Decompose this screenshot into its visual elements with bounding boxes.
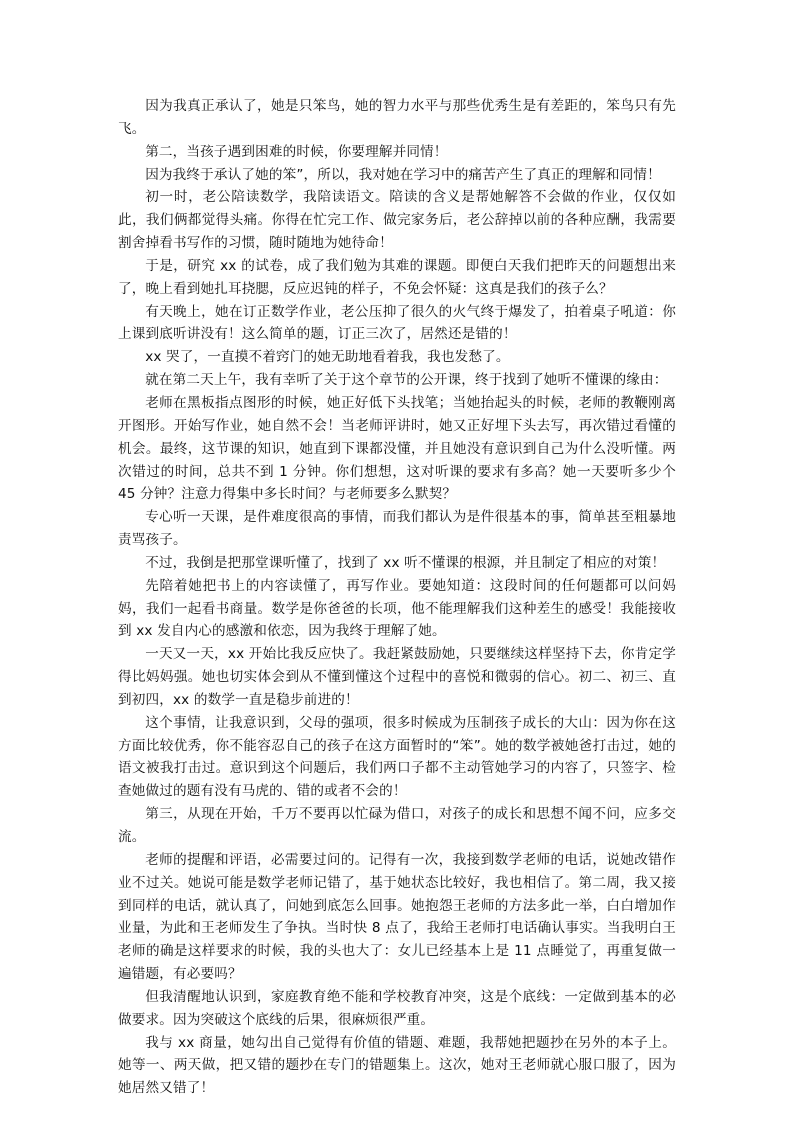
paragraph: 有天晚上，她在订正数学作业，老公压抑了很久的火气终于爆发了，拍着桌子吼道：你上课到底听讲没有！这么简单的题，订正三次了，居然还是错的！ — [118, 303, 676, 343]
paragraph: 我与 xx 商量，她勾出自己觉得有价值的错题、难题，我帮她把题抄在另外的本子上。她等一、两天做，把又错的题抄在专门的错题集上。这次，她对王老师就心服口服了，因为她居然又错了！ — [118, 1034, 676, 1097]
paragraph: 这个事情，让我意识到，父母的强项，很多时候成为压制孩子成长的大山：因为你在这方面比较优秀，你不能容忍自己的孩子在这方面暂时的“笨”。她的数学被她爸打击过，她的语文被我打击过。意识到这个问题后，我们两口子都不主动管她学习的内容了，只签字、检查她做过的题有没有马虎的、错的或者不会的！ — [118, 714, 676, 800]
paragraph: 就在第二天上午，我有幸听了关于这个章节的公开课，终于找到了她听不懂课的缘由： — [145, 372, 668, 389]
paragraph: 第二，当孩子遇到困难的时候，你要理解并同情！ — [145, 143, 448, 160]
paragraph: 先陪着她把书上的内容读懂了，再写作业。要她知道：这段时间的任何题都可以问妈妈，我们一起看书商量。数学是你爸爸的长项，他不能理解我们这种差生的感受！我能接收到 xx 发自内心的感激和依恋，因为我终于理解了她。 — [118, 577, 676, 640]
paragraph: 但我清醒地认识到，家庭教育绝不能和学校教育冲突，这是个底线：一定做到基本的必做要求。因为突破这个底线的后果，很麻烦很严重。 — [118, 988, 676, 1028]
paragraph: xx 哭了，一直摸不着窍门的她无助地看着我，我也发愁了。 — [145, 349, 510, 366]
paragraph: 老师的提醒和评语，必需要过问的。记得有一次，我接到数学老师的电话，说她改错作业不过关。她说可能是数学老师记错了，基于她状态比较好，我也相信了。第二周，我又接到同样的电话，就认真了，问她到底怎么回事。她抱怨王老师的方法多此一举，白白增加作业量，为此和王老师发生了争执。当时快 8 点了，我给王老师打电话确认事实。当我明白王老师的确是这样要求的时候，我的头也大了：女儿已经基本上是 11 点睡觉了，再重复做一遍错题，有必要吗？ — [118, 851, 676, 983]
document-page — [118, 95, 676, 1100]
paragraph: 第三，从现在开始，千万不要再以忙碌为借口，对孩子的成长和思想不闻不问，应多交流。 — [118, 806, 676, 845]
paragraph: 初一时，老公陪读数学，我陪读语文。陪读的含义是帮她解答不会做的作业，仅仅如此，我们俩都觉得头痛。你得在忙完工作、做完家务后，老公辞掉以前的各种应酬，我需要割舍掉看书写作的习惯，随时随地为她待命！ — [118, 189, 676, 252]
paragraph: 不过，我倒是把那堂课听懂了，找到了 xx 听不懂课的根源，并且制定了相应的对策！ — [145, 554, 666, 571]
paragraph: 一天又一天，xx 开始比我反应快了。我赶紧鼓励她，只要继续这样坚持下去，你肯定学得比妈妈强。她也切实体会到从不懂到懂这个过程中的喜悦和微弱的信心。初二、初三、直到初四，xx 的数学一直是稳步前进的！ — [118, 646, 676, 708]
paragraph: 老师在黑板指点图形的时候，她正好低下头找笔；当她抬起头的时候，老师的教鞭刚离开图形。开始写作业，她自然不会！当老师评讲时，她又正好埋下头去写，再次错过看懂的机会。最终，这节课的知识，她直到下课都没懂，并且她没有意识到自己为什么没听懂。两次错过的时间，总共不到 1 分钟。你们想想，这对听课的要求有多高？她一天要听多少个 45 分钟？注意力得集中多长时间？与老师要多么默契？ — [118, 394, 676, 503]
paragraph: 于是，研究 xx 的试卷，成了我们勉为其难的课题。即便白天我们把昨天的问题想出来了，晚上看到她扎耳挠腮，反应迟钝的样子，不免会怀疑：这真是我们的孩子么？ — [118, 257, 676, 297]
paragraph: 专心听一天课，是件难度很高的事情，而我们都认为是件很基本的事，简单甚至粗暴地责骂孩子。 — [118, 509, 676, 549]
paragraph: 因为我真正承认了，她是只笨鸟，她的智力水平与那些优秀生是有差距的，笨鸟只有先飞。 — [118, 98, 676, 137]
paragraph: 因为我终于承认了她的笨”，所以，我对她在学习中的痛苦产生了真正的理解和同情！ — [145, 166, 661, 183]
